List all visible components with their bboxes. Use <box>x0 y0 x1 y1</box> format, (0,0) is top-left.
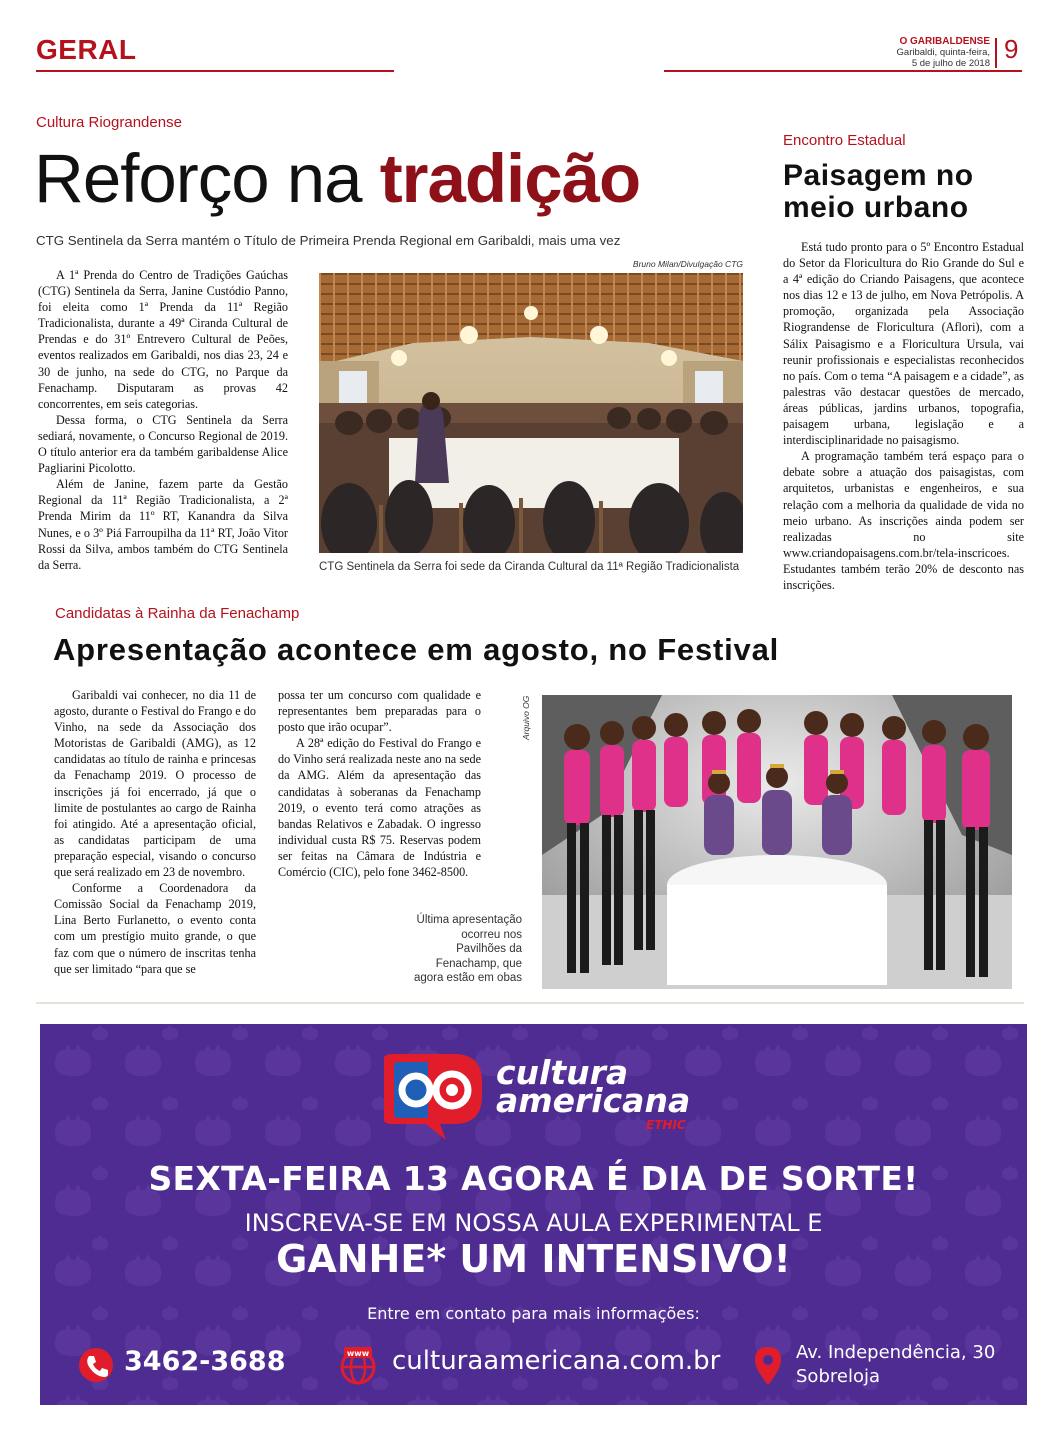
header-separator <box>995 38 997 68</box>
story1-paragraph: Além de Janine, fazem parte da Gestão Regional da 11ª Região Tradicionalista, a 2ª Prenda Mirim da 11º RT, Kanandra da Silva Nunes, e o 3º Piá Farroupilha da 11ª RT, João Vitor Rossi da Silva, ambos também do CTG Sentinela da Serra. <box>38 477 288 572</box>
phone-icon <box>78 1347 114 1383</box>
story2-headline: Paisagem no meio urbano <box>783 159 974 224</box>
story3-photo <box>542 695 1012 989</box>
story3-paragraph: Conforme a Coordenadora da Comissão Social da Fenachamp 2019, Lina Berto Furlanetto, o evento conta com um prestígio muito grande, o que faz com que o número de inscritas tenha que ser limitado “para que se <box>54 881 256 976</box>
story2-kicker: Encontro Estadual <box>783 132 906 149</box>
story1-headline-part1: Reforço na <box>34 140 380 217</box>
candidates-group-photo <box>542 695 1012 989</box>
story1-paragraph: Dessa forma, o CTG Sentinela da Serra sediará, novamente, o Concurso Regional de 2019. O título anterior era da também garibaldense Alice Pagliarini Picolotto. <box>38 412 288 476</box>
story2-body <box>783 239 1024 593</box>
brand-line2: americana <box>496 1081 691 1120</box>
ad-contact-prompt: Entre em contato para mais informações: <box>367 1304 700 1323</box>
ad-website-link[interactable]: culturaamericana.com.br <box>392 1346 721 1376</box>
header-city-date: Garibaldi, quinta-feira, <box>896 47 990 58</box>
ad-headline: SEXTA-FEIRA 13 AGORA É DIA DE SORTE! <box>148 1159 919 1198</box>
ad-address-line2: Sobreloja <box>796 1366 880 1387</box>
header-date: 5 de julho de 2018 <box>911 58 990 69</box>
globe-www-icon <box>338 1345 378 1385</box>
story3-column2 <box>278 687 481 880</box>
ctg-hall-photo <box>319 273 743 553</box>
story1-headline-part2: tradição <box>379 140 641 217</box>
header-rule-right <box>664 70 1022 72</box>
ad-address-line1: Av. Independência, 30 <box>796 1342 996 1363</box>
story3-kicker: Candidatas à Rainha da Fenachamp <box>55 605 300 622</box>
ad-offer: GANHE* UM INTENSIVO! <box>276 1237 791 1281</box>
story1-deck: CTG Sentinela da Serra mantém o Título de Primeira Prenda Regional em Garibaldi, mais uma vez <box>36 233 621 248</box>
story1-photo <box>319 273 743 553</box>
header-info <box>897 36 990 69</box>
newspaper-name: O GARIBALDENSE <box>899 36 990 47</box>
story3-paragraph: A 28ª edição do Festival do Frango e do Vinho será realizada neste ano na sede da AMG. Além da apresentação das candidatas à soberanas da Fenachamp 2019, o evento terá como atrações as bandas Relativos e Zabadak. O ingresso individual custa R$ 75. Reservas podem ser feitas na Câmara de Indústria e Comércio (CIC), pelo fone 3462-8500. <box>278 736 481 880</box>
story3-headline: Apresentação acontece em agosto, no Festival <box>53 632 780 667</box>
story2-paragraph: Está tudo pronto para o 5º Encontro Estadual do Setor da Floricultura do Rio Grande do Sul e a 4ª edição do Criando Paisagens, que acontece nos dias 12 e 13 de julho, em Nova Petrópolis. A promoção, organizada pela Associação Riograndense de Floricultura (Aflori), com a Sálix Paisagismo e a Floricultura Ursula, vai reunir profissionais e especialistas reconhecidos no país. Com o tema “A paisagem e a cidade”, as palestras vão destacar questões de mercado, áreas públicas, jardins urbanos, topografia, paisagem urbana, legislação e a interdisciplinaridade no paisagismo. <box>783 240 1024 448</box>
story2-paragraph: A programação também terá espaço para o debate sobre a atuação dos paisagistas, com arquitetos, urbanistas e engenheiros, e sua relação com a melhoria da qualidade de vida no meio urbano. As inscrições ainda podem ser realizadas no site www.criandopaisagens.com.br/tela-inscricoes. Estudantes também terão 20% de desconto nas inscrições. <box>783 449 1024 592</box>
story1-paragraph: A 1ª Prenda do Centro de Tradições Gaúchas (CTG) Sentinela da Serra, Janine Custódio Panno, foi eleita como 1ª Prenda da 11ª Região Tradicionalista, durante a 49ª Ciranda Cultural de Prendas e do 31º Entrevero Cultural de Peões, eventos realizados em Garibaldi, nos dias 23, 24 e 30 de junho, na sede do CTG, no Parque da Fenachamp. Disputaram as provas 42 concorrentes, em seis categorias. <box>38 268 288 411</box>
story3-paragraph-continued: possa ter um concurso com qualidade e representantes bem preparadas para o posto que irão ocupar”. <box>278 688 481 735</box>
story1-headline <box>34 140 640 218</box>
story1-photo-caption: CTG Sentinela da Serra foi sede da Ciranda Cultural da 11ª Região Tradicionalista <box>319 561 740 573</box>
brand-tag: ETHIC <box>646 1118 686 1132</box>
ad-subline: INSCREVA-SE EM NOSSA AULA EXPERIMENTAL E <box>244 1209 823 1237</box>
ad-address <box>796 1341 995 1389</box>
story1-photo-credit: Bruno Milan/Divulgação CTG <box>632 259 743 269</box>
story3-paragraph: Garibaldi vai conhecer, no dia 11 de agosto, durante o Festival do Frango e do Vinho, na sede da Associação dos Motoristas de Garibaldi (AMG), as 12 candidatas ao título de rainha e princesas da Fenachamp 2019. O processo de inscrições já foi encerrado, já que o limite de postulantes ao cargo de Rainha foi atingido. Até a apresentação oficial, as candidatas participam de uma preparação especial, visando o concurso que será realizado em 23 de novembro. <box>54 688 256 880</box>
header-rule-left <box>36 70 394 72</box>
ad-phone-number[interactable]: 3462-3688 <box>124 1346 286 1377</box>
section-title: GERAL <box>36 34 137 65</box>
story3-photo-credit: Arquivo OG <box>521 695 531 740</box>
story3-photo-caption: Última apresentação ocorreu nos Pavilhões da Fenachamp, que agora estão em obas <box>413 914 522 984</box>
svg-text:www: www <box>346 1349 370 1358</box>
brand-line1: cultura <box>496 1053 629 1092</box>
story3-column1 <box>54 687 256 977</box>
location-pin-icon <box>753 1345 783 1387</box>
story1-kicker: Cultura Riograndense <box>36 114 182 131</box>
page-number: 9 <box>1004 34 1019 64</box>
story1-body <box>38 267 288 573</box>
section-divider <box>36 1002 1024 1004</box>
advertisement[interactable] <box>40 1024 1027 1405</box>
cultura-americana-logo <box>384 1044 744 1144</box>
